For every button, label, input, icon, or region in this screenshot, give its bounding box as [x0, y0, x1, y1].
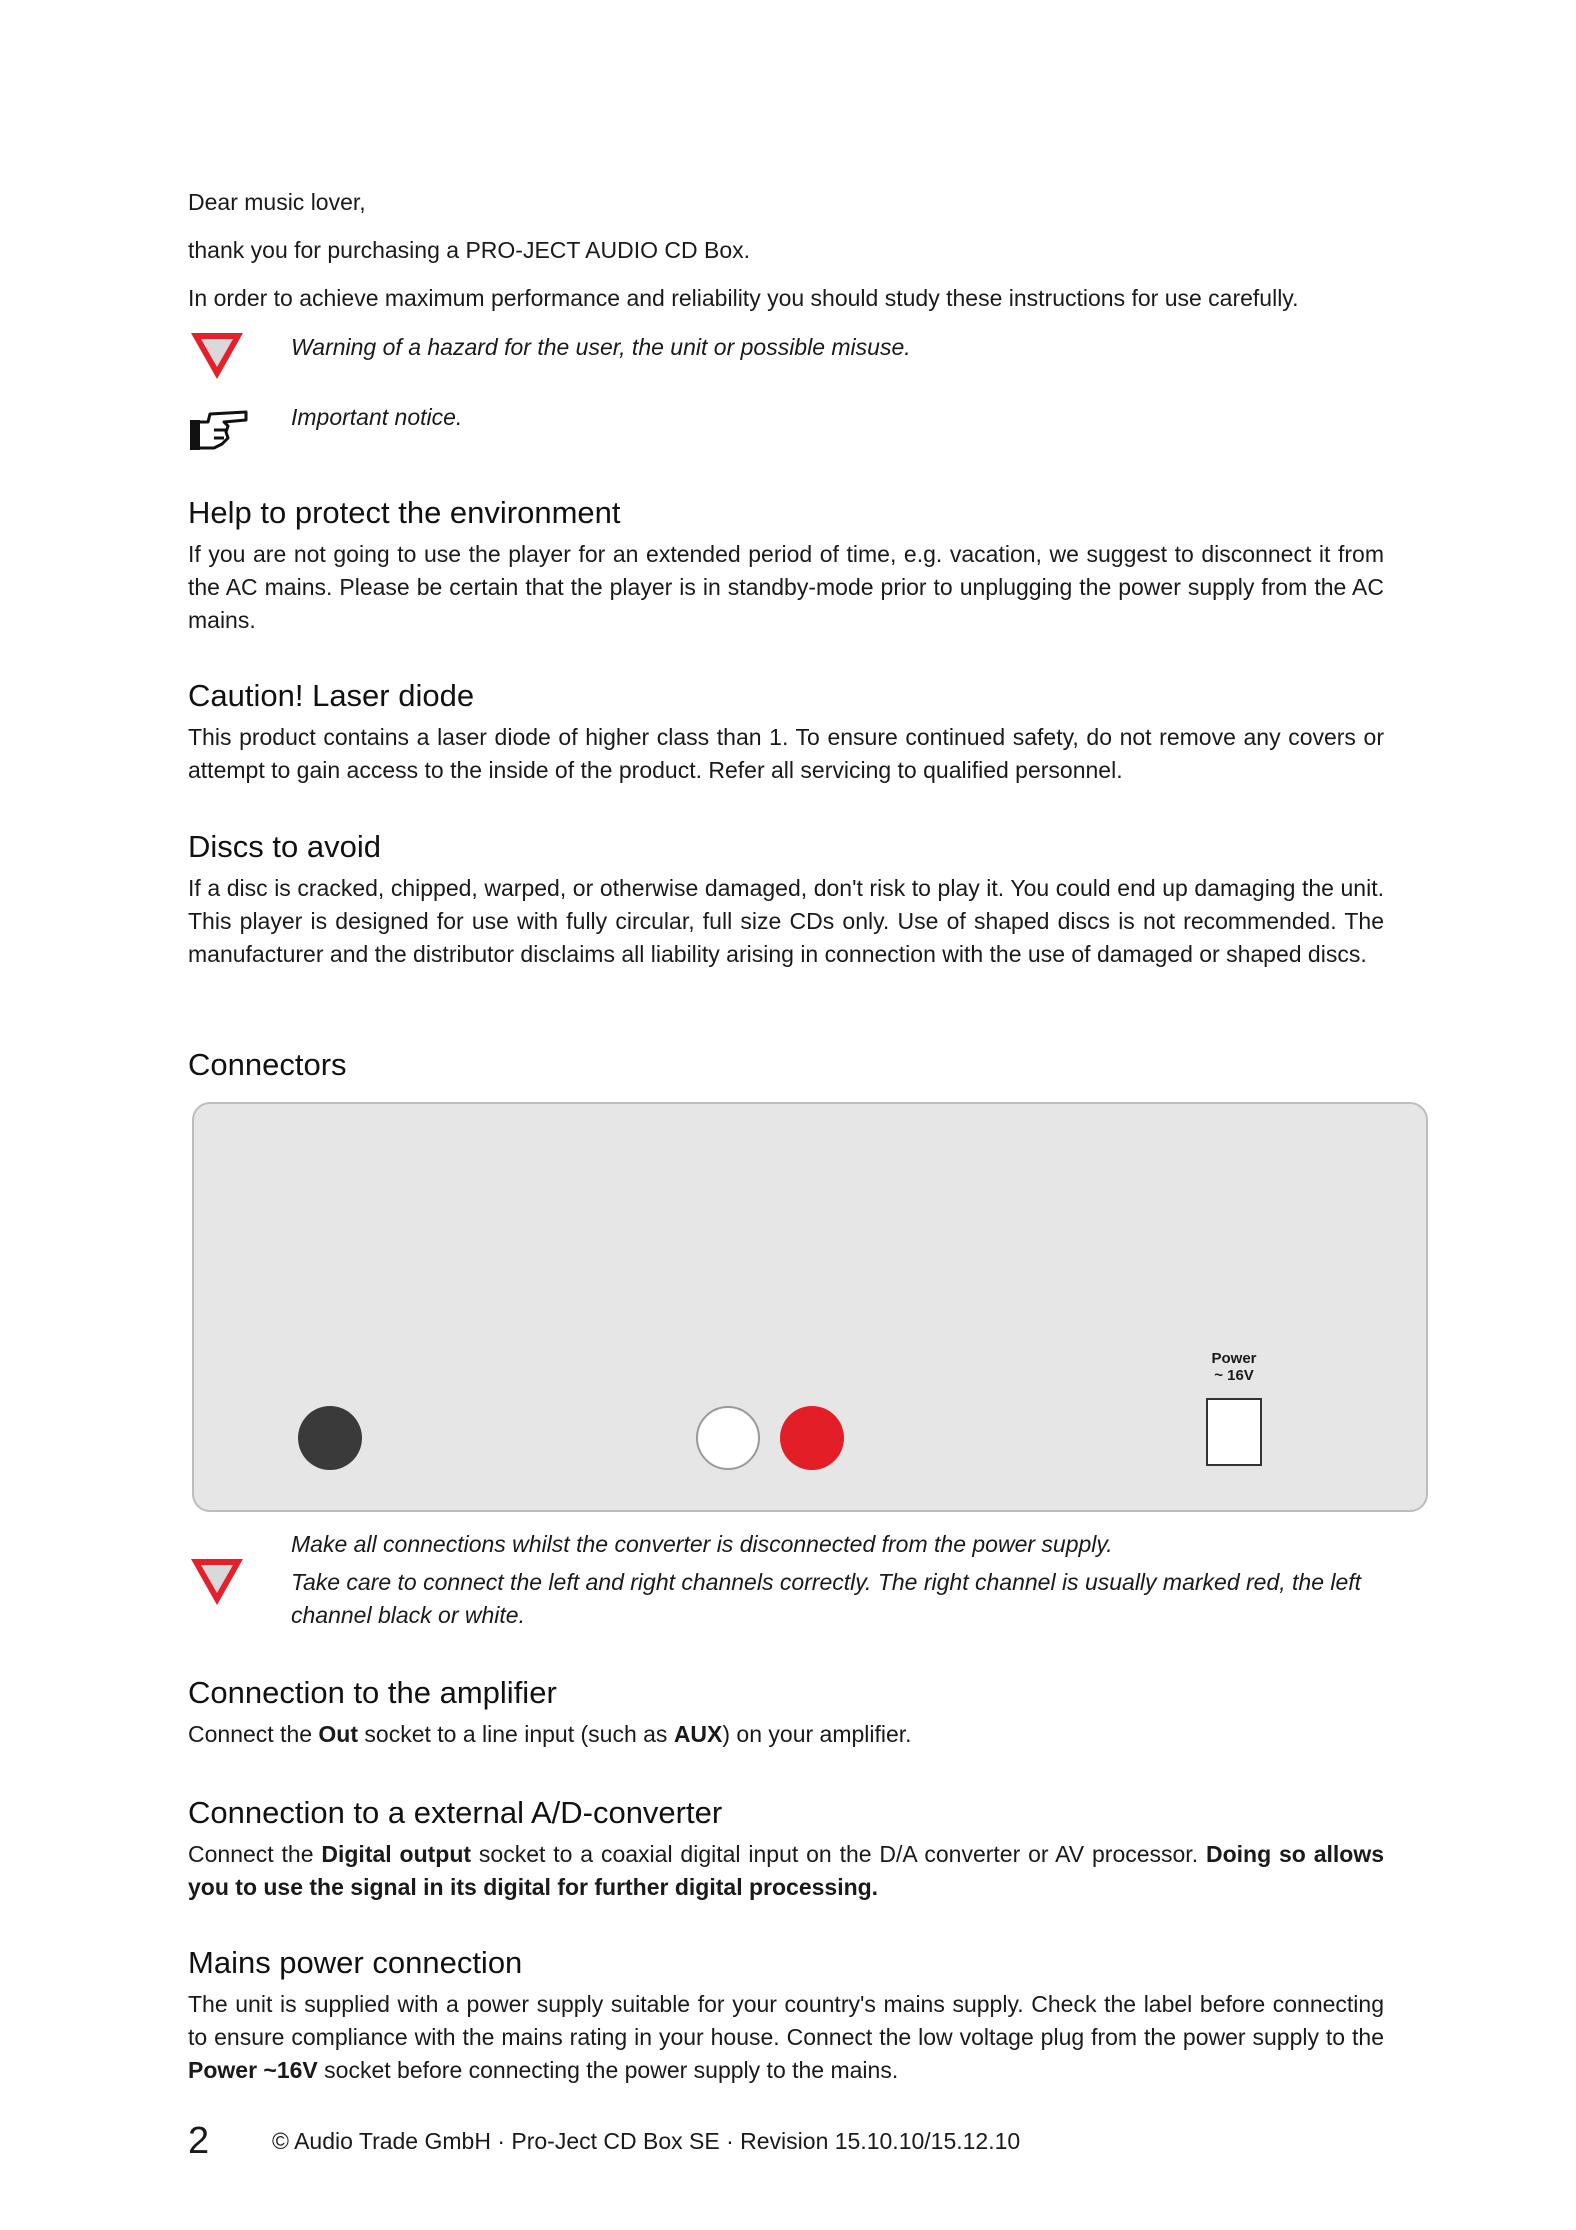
warning-legend-text: Warning of a hazard for the user, the unit or possible misuse.	[291, 334, 911, 360]
section-title-amplifier: Connection to the amplifier	[188, 1675, 557, 1710]
connectors-warning	[188, 1528, 1384, 1638]
section-body-laser: This product contains a laser diode of higher class than 1. To ensure continued safety, do not remove any covers or attempt to gain access to the inside of the product. Refer all servicing to qualified personnel.	[188, 724, 1384, 783]
notice-legend-text: Important notice.	[291, 404, 463, 430]
warning-triangle-icon	[188, 330, 246, 387]
left-channel-jack	[696, 1406, 760, 1470]
section-body-environment: If you are not going to use the player for an extended period of time, e.g. vacation, we suggest to disconnect it from the AC mains. Please be certain that the player is in standby-mode prior to unplugging the power supply from the AC mains.	[188, 541, 1384, 633]
section-title-mains: Mains power connection	[188, 1945, 523, 1980]
connectors-warning-2: Take care to connect the left and right channels correctly. The right channel is usually marked red, the left channel black or white.	[291, 1569, 1362, 1628]
section-title-discs: Discs to avoid	[188, 829, 381, 864]
notice-legend	[188, 400, 1384, 460]
thanks-text: thank you for purchasing a PRO-JECT AUDIO CD Box.	[188, 237, 751, 263]
footer-text: © Audio Trade GmbH · Pro-Ject CD Box SE · Revision 15.10.10/15.12.10	[272, 2128, 1021, 2154]
power-label: Power ~ 16V	[1211, 1350, 1257, 1384]
section-title-adc: Connection to a external A/D-converter	[188, 1795, 723, 1830]
section-body-mains: The unit is supplied with a power supply suitable for your country's mains supply. Check the label before connecting to ensure compliance with the mains rating in your house. Connect the low voltage plug from the power supply to the Power ~16V socket before connecting the power supply to the mains.	[188, 1991, 1384, 2083]
section-title-connectors: Connectors	[188, 1047, 347, 1082]
section-body-amplifier: Connect the Out socket to a line input (such as AUX) on your amplifier.	[188, 1721, 912, 1747]
section-body-adc: Connect the Digital output socket to a coaxial digital input on the D/A converter or AV processor. Doing so allows you to use the signal in its digital for further digital processing.	[188, 1841, 1384, 1900]
connector-panel-diagram	[192, 1102, 1428, 1512]
section-title-environment: Help to protect the environment	[188, 495, 621, 530]
page-number: 2	[188, 2120, 210, 2162]
section-body-discs: If a disc is cracked, chipped, warped, or otherwise damaged, don't risk to play it. You could end up damaging the unit. This player is designed for use with fully circular, full size CDs only. Use of shaped discs is not recommended. The manufacturer and the distributor disclaims all liability arising in connection with the use of damaged or shaped discs.	[188, 875, 1384, 967]
warning-legend	[188, 330, 1384, 390]
greeting: Dear music lover,	[188, 189, 366, 215]
section-title-laser: Caution! Laser diode	[188, 678, 475, 713]
digital-output-jack	[298, 1406, 362, 1470]
connectors-warning-1: Make all connections whilst the converter is disconnected from the power supply.	[291, 1531, 1113, 1557]
instructions-text: In order to achieve maximum performance and reliability you should study these instructions for use carefully.	[188, 285, 1299, 311]
power-socket	[1206, 1398, 1262, 1466]
right-channel-jack	[780, 1406, 844, 1470]
pointing-hand-icon	[188, 400, 250, 457]
warning-triangle-icon	[188, 1556, 246, 1613]
